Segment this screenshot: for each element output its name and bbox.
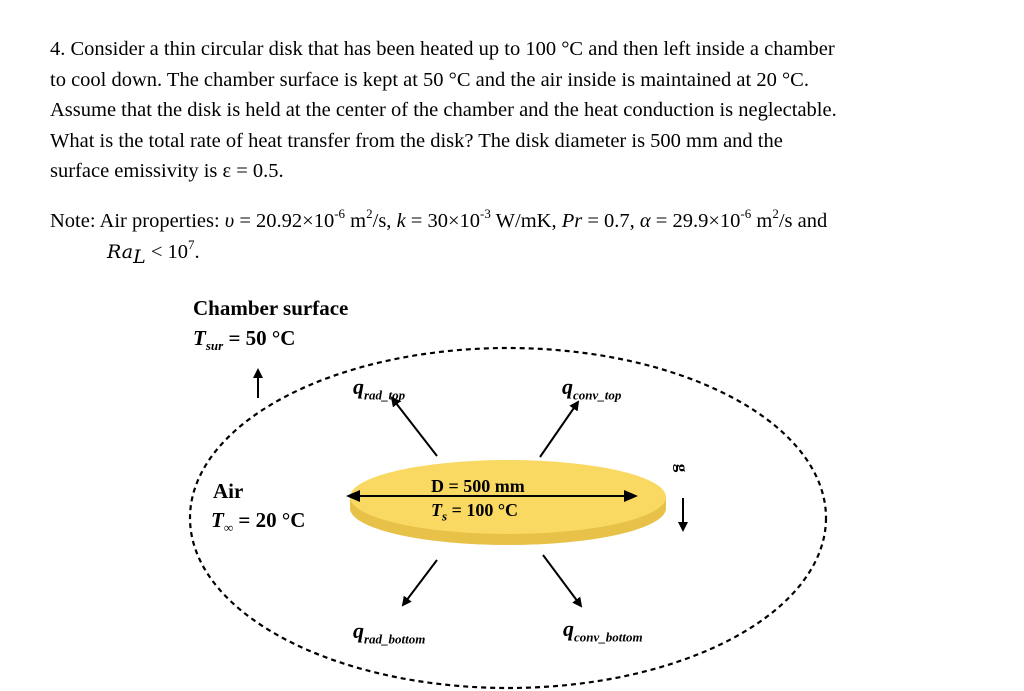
diameter-label: D = 500 mm <box>431 476 525 496</box>
problem-line-2: to cool down. The chamber surface is kept at 50 °C and the air inside is maintained at 20 °C. <box>50 68 809 91</box>
problem-line-5: surface emissivity is ε = 0.5. <box>50 160 284 182</box>
q-conv-top-label: $q_{conv\_top}$ <box>562 374 622 403</box>
tsur-label: $T_{sur} = 50$ °C <box>193 326 296 354</box>
rad-top-arrow <box>392 398 437 456</box>
ts-label: $T_s = 100$ °C <box>431 500 519 524</box>
problem-line-1: 4. Consider a thin circular disk that has been heated up to 100 °C and then left inside a chamber <box>50 38 835 60</box>
q-rad-bottom-label: $q_{rad\_bottom}$ <box>353 618 426 647</box>
conv-bottom-arrow <box>543 555 581 606</box>
note-line-1: Note: Air properties: $\upsilon = 20.92\times 10^{-6}$ $m^2/s$, $k = 30\times 10^{-3}$ W/mK, Pr = 0.7, $\alpha = 29.9\times 10^{-6}$ $m^2/s$ and <box>50 206 828 232</box>
rad-bottom-arrow <box>403 560 437 605</box>
chamber-surface-title: Chamber surface <box>193 296 349 320</box>
q-rad-top-label: $q_{rad\_top}$ <box>353 374 406 403</box>
conv-top-arrow <box>540 402 578 457</box>
air-label: Air <box>213 479 244 503</box>
problem-line-3: Assume that the disk is held at the center of the chamber and the heat conduction is neglectable. <box>50 99 837 121</box>
gravity-label: g <box>672 463 692 473</box>
problem-line-4: What is the total rate of heat transfer from the disk? The disk diameter is 500 mm and the <box>50 129 783 152</box>
q-conv-bottom-label: $q_{conv\_bottom}$ <box>563 616 643 645</box>
tinf-label: $T_\infty = 20$ °C <box>211 508 306 536</box>
note-line-2: $Ra_L < 10^7$. <box>107 237 200 269</box>
